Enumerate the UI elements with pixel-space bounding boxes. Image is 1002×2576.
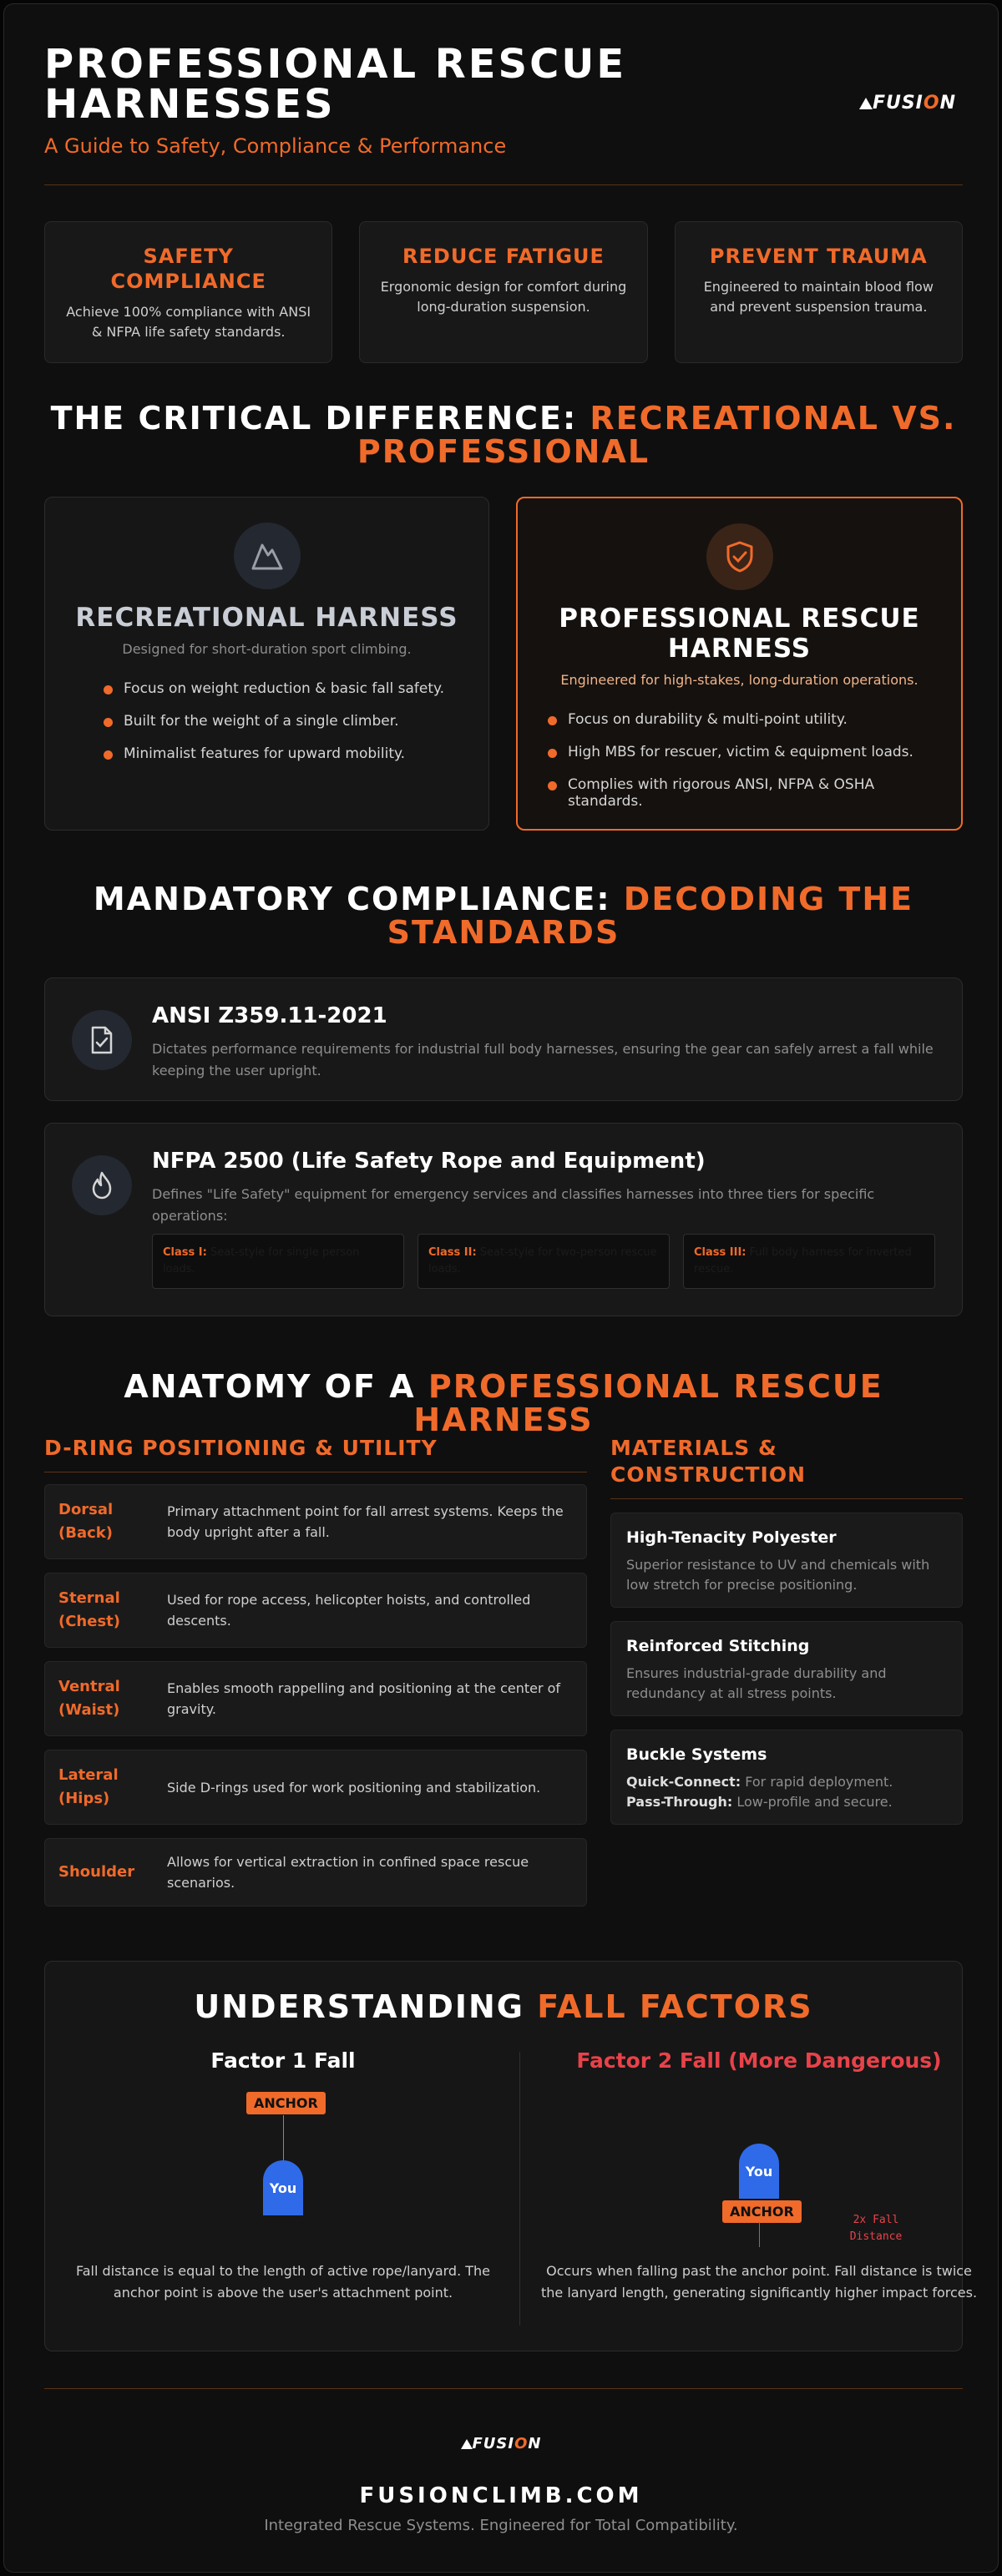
page-frame	[3, 3, 999, 2573]
fall-factors-panel	[44, 1961, 978, 2351]
list-item: Focus on durability & multi-point utility.	[548, 711, 931, 728]
fall-line	[759, 2222, 760, 2247]
compliance-title: MANDATORY COMPLIANCE: DECODING THE STANDARDS	[93, 881, 914, 951]
ansi-standard-card	[44, 977, 963, 1101]
standard-text: Dictates performance requirements for industrial full body harnesses, ensuring the gear can safely arrest a fall while keeping the user upright.	[152, 1041, 934, 1078]
list-item: Minimalist features for upward mobility.	[104, 745, 458, 762]
nfpa-standard-card	[44, 1123, 963, 1316]
d-ring-row-lateral: Lateral (Hips) Side D-rings used for work positioning and stabilization.	[44, 1750, 587, 1825]
materials-section	[610, 1435, 963, 1838]
feature-card-fatigue	[359, 221, 647, 363]
feature-card-trauma	[675, 221, 963, 363]
factor-2-title: Factor 2 Fall (More Dangerous)	[576, 2048, 942, 2073]
buckle-card: Buckle Systems Quick-Connect: For rapid deployment. Pass-Through: Low-profile and secure.	[610, 1730, 963, 1825]
factor-2-text: Occurs when falling past the anchor point. Fall distance is twice the lanyard length, generating significantly higher impact forces.	[540, 2263, 978, 2301]
anatomy-title: ANATOMY OF A PROFESSIONAL RESCUE HARNESS	[124, 1368, 883, 1438]
nfpa-classes	[152, 1234, 935, 1289]
standard-title: ANSI Z359.11-2021	[152, 1003, 387, 1028]
d-ring-section	[44, 1435, 587, 1920]
d-ring-row-shoulder: Shoulder Allows for vertical extraction in confined space rescue scenarios.	[44, 1838, 587, 1907]
factor-1-text: Fall distance is equal to the length of active rope/lanyard. The anchor point is above the user's attachment point.	[76, 2263, 490, 2301]
class-3-box: Class III: Full body harness for inverted rescue.	[683, 1234, 935, 1289]
d-ring-row-dorsal: Dorsal (Back) Primary attachment point for fall arrest systems. Keeps the body upright after a fall.	[44, 1484, 587, 1559]
class-1-box: Class I: Seat-style for single person loads.	[152, 1234, 404, 1289]
card-desc: Designed for short-duration sport climbing.	[122, 641, 412, 657]
feature-list	[548, 711, 931, 810]
list-item: Built for the weight of a single climber.	[104, 713, 458, 730]
page-title: PROFESSIONAL RESCUE HARNESSES	[44, 41, 627, 128]
anchor-badge: ANCHOR	[246, 2092, 326, 2114]
d-ring-heading: D-RING POSITIONING & UTILITY	[44, 1435, 587, 1472]
feature-card-safety	[44, 221, 332, 363]
feature-card-title: SAFETY COMPLIANCE	[110, 245, 266, 293]
feature-cards	[44, 221, 963, 363]
d-ring-row-sternal: Sternal (Chest) Used for rope access, helicopter hoists, and controlled descents.	[44, 1573, 587, 1648]
fall-factors-title: UNDERSTANDING FALL FACTORS	[194, 1988, 813, 2025]
anchor-badge: ANCHOR	[722, 2200, 802, 2223]
divider	[44, 2388, 963, 2389]
feature-card-title: REDUCE FATIGUE	[402, 245, 605, 268]
standard-title: NFPA 2500 (Life Safety Rope and Equipment)	[152, 1149, 706, 1174]
card-desc: Engineered for high-stakes, long-duration operations.	[560, 672, 918, 688]
standard-text: Defines "Life Safety" equipment for emergency services and classifies harnesses into three tiers for specific operations:	[152, 1186, 875, 1224]
materials-heading: MATERIALS & CONSTRUCTION	[610, 1435, 963, 1499]
feature-card-text: Engineered to maintain blood flow and prevent suspension trauma.	[703, 279, 934, 315]
footer-site-link[interactable]: FUSIONCLIMB.COM	[359, 2483, 643, 2508]
list-item: Complies with rigorous ANSI, NFPA & OSHA standards.	[548, 776, 931, 810]
card-title: PROFESSIONAL RESCUE HARNESS	[559, 604, 920, 664]
material-card: High-Tenacity Polyester Superior resistance to UV and chemicals with low stretch for precise positioning.	[610, 1513, 963, 1608]
list-item: High MBS for rescuer, victim & equipment loads.	[548, 744, 931, 760]
recreational-harness-card	[44, 497, 489, 831]
professional-harness-card	[516, 497, 963, 831]
material-card: Reinforced Stitching Ensures industrial-grade durability and redundancy at all stress points.	[610, 1621, 963, 1716]
feature-card-text: Ergonomic design for comfort during long-duration suspension.	[380, 279, 627, 315]
document-check-icon	[72, 1010, 132, 1070]
footer-logo[interactable]: FUSION	[4, 2435, 998, 2452]
class-2-box: Class II: Seat-style for two-person rescue loads.	[418, 1234, 670, 1289]
shield-check-icon	[706, 523, 773, 590]
user-figure: You	[263, 2160, 303, 2215]
feature-card-title: PREVENT TRAUMA	[709, 245, 928, 268]
logo-icon	[461, 2439, 473, 2449]
fall-distance-note: 2x Fall Distance	[849, 2214, 903, 2243]
user-figure: You	[739, 2144, 779, 2199]
factor-2-column	[538, 2048, 980, 2301]
critical-difference-title: THE CRITICAL DIFFERENCE: RECREATIONAL VS. PROFESSIONAL	[50, 400, 957, 470]
flame-icon	[72, 1155, 132, 1215]
card-title: RECREATIONAL HARNESS	[75, 603, 458, 633]
factor-1-column	[62, 2048, 504, 2301]
feature-card-text: Achieve 100% compliance with ANSI & NFPA life safety standards.	[66, 304, 311, 340]
lanyard-line	[283, 2115, 284, 2160]
mountain-icon	[234, 523, 301, 589]
divider	[44, 184, 963, 185]
harness-comparison	[44, 497, 963, 831]
page-subtitle: A Guide to Safety, Compliance & Performance	[44, 134, 507, 158]
d-ring-row-ventral: Ventral (Waist) Enables smooth rappelling and positioning at the center of gravity.	[44, 1661, 587, 1736]
feature-list	[75, 680, 458, 762]
logo-icon	[859, 98, 873, 109]
divider	[519, 2052, 520, 2326]
factor-1-title: Factor 1 Fall	[210, 2048, 356, 2073]
header	[44, 41, 963, 188]
list-item: Focus on weight reduction & basic fall safety.	[104, 680, 458, 697]
brand-logo[interactable]: FUSION	[859, 93, 956, 114]
footer-tagline: Integrated Rescue Systems. Engineered for Total Compatibility.	[264, 2517, 738, 2534]
